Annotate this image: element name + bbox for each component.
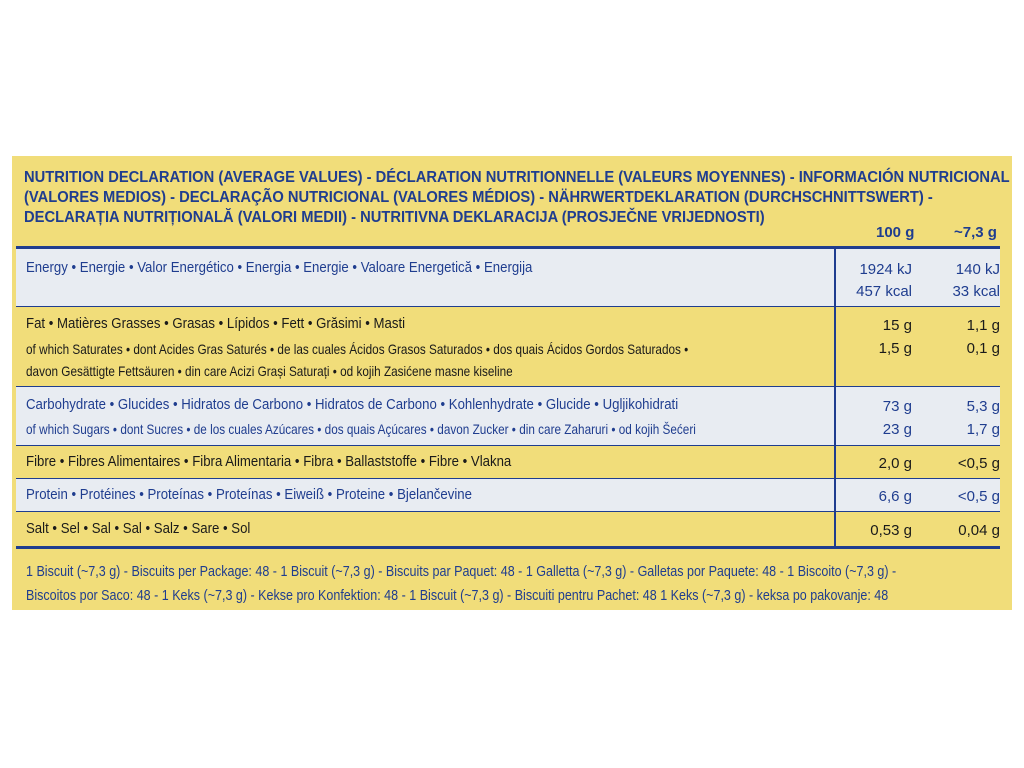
sugars-label: of which Sugars • dont Sucres • de los cuales Azúcares • dos quais Açúcares • davon Zucker • din care Zaharuri • od kojih Šećeri — [26, 421, 696, 437]
heading-line-1: NUTRITION DECLARATION (AVERAGE VALUES) - DÉCLARATION NUTRITIONNELLE (VALEURS MOYENNES) - INFORMACIÓN NUTRICIONAL — [24, 169, 1010, 186]
sugars-100g: 23 g — [882, 421, 912, 438]
saturates-100g: 1,5 g — [878, 340, 912, 357]
energy-label: Energy • Energie • Valor Energético • Energia • Energie • Valoare Energetică • Energija — [26, 259, 533, 276]
carbohydrate-label: Carbohydrate • Glucides • Hidratos de Carbono • Hidratos de Carbono • Kohlenhydrate • Glucide • Ugljikohidrati — [26, 396, 679, 413]
table-heading — [24, 168, 1010, 228]
energy-kj-100g: 1924 kJ — [859, 261, 912, 278]
saturates-label-1: of which Saturates • dont Acides Gras Saturés • de las cuales Ácidos Grasos Saturados • dos quais Ácidos Gordos Saturados • — [26, 341, 689, 357]
protein-100g: 6,6 g — [878, 488, 912, 505]
portion-info-line-1: 1 Biscuit (~7,3 g) - Biscuits per Package: 48 - 1 Biscuit (~7,3 g) - Biscuits par Paquet: 48 - 1 Galletta (~7,3 g) - Galletas por Paquete: 48 - 1 Biscoito (~7,3 g) - — [26, 563, 897, 580]
heading-line-2: (VALORES MEDIOS) - DECLARAÇÃO NUTRICIONAL (VALORES MÉDIOS) - NÄHRWERTDEKLARATION (DURCHSCHNITTSWERT) - — [24, 189, 933, 206]
column-header-portion: ~7,3 g — [954, 224, 997, 241]
energy-kcal-portion: 33 kcal — [952, 283, 1000, 300]
energy-kcal-100g: 457 kcal — [856, 283, 912, 300]
fat-100g: 15 g — [882, 317, 912, 334]
portion-info — [26, 560, 896, 608]
sugars-portion: 1,7 g — [966, 421, 1000, 438]
fibre-label: Fibre • Fibres Alimentaires • Fibra Alimentaria • Fibra • Ballaststoffe • Fibre • Vlakna — [26, 453, 512, 470]
protein-portion: <0,5 g — [957, 488, 1000, 505]
salt-100g: 0,53 g — [870, 522, 912, 539]
heading-line-3: DECLARAȚIA NUTRIȚIONALĂ (VALORI MEDII) - NUTRITIVNA DEKLARACIJA (PROSJEČNE VRIJEDNOSTI) — [24, 209, 765, 226]
portion-info-line-2: Biscoitos por Saco: 48 - 1 Keks (~7,3 g) - Kekse pro Konfektion: 48 - 1 Biscuit (~7,3 g) - Biscuiti pentru Pachet: 48 1 Keks (~7,3 g) - keksa po pakovanje: 48 — [26, 587, 889, 604]
carbohydrate-portion: 5,3 g — [966, 398, 1000, 415]
fat-portion: 1,1 g — [966, 317, 1000, 334]
fibre-portion: <0,5 g — [957, 455, 1000, 472]
saturates-portion: 0,1 g — [966, 340, 1000, 357]
column-divider — [834, 249, 836, 546]
column-header-100g: 100 g — [876, 224, 915, 241]
saturates-label-2: davon Gesättigte Fettsäuren • din care Acizi Grași Saturați • od kojih Zasićene masne kiseline — [26, 363, 513, 379]
salt-portion: 0,04 g — [958, 522, 1000, 539]
fat-label: Fat • Matières Grasses • Grasas • Lípidos • Fett • Grăsimi • Masti — [26, 315, 406, 332]
bottom-rule — [16, 546, 1000, 549]
fibre-100g: 2,0 g — [878, 455, 912, 472]
energy-kj-portion: 140 kJ — [955, 261, 1000, 278]
protein-label: Protein • Protéines • Proteínas • Proteínas • Eiweiß • Proteine • Bjelančevine — [26, 486, 472, 503]
salt-label: Salt • Sel • Sal • Sal • Salz • Sare • Sol — [26, 520, 251, 537]
carbohydrate-100g: 73 g — [882, 398, 912, 415]
